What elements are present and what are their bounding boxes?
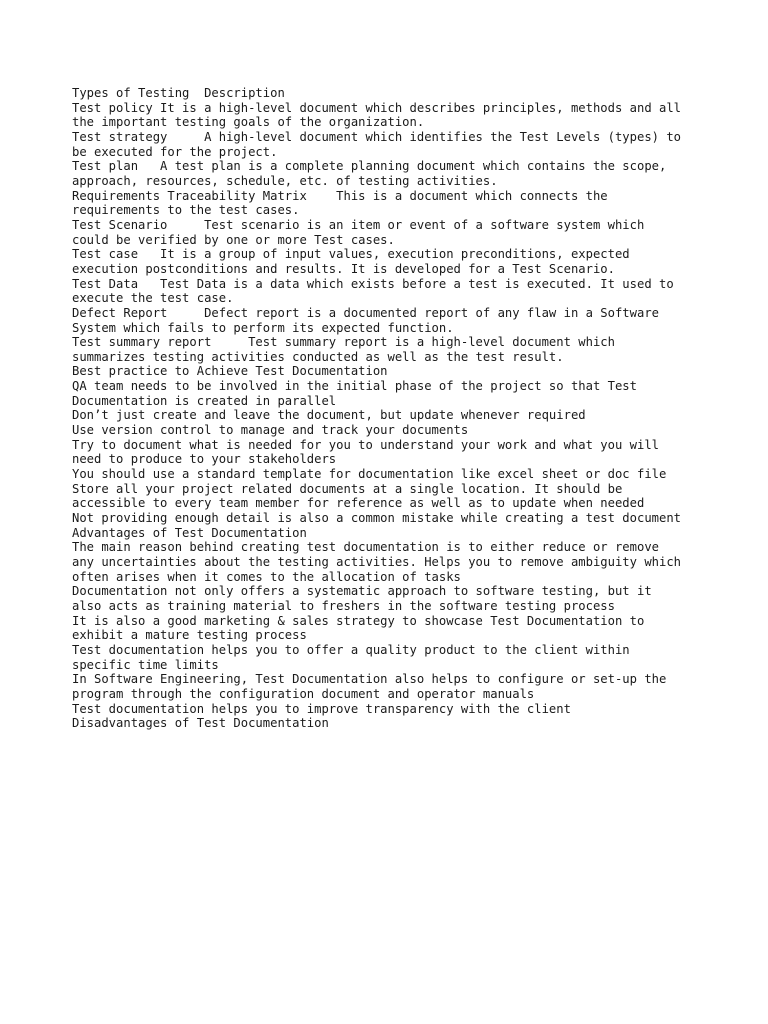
advantages-heading: Advantages of Test Documentation — [72, 525, 307, 540]
test-strategy-line-2: be executed for the project. — [72, 144, 278, 159]
test-policy-line-2: the important testing goals of the organization. — [72, 115, 425, 130]
best-practice-item-line: Store all your project related documents at a single location. It should be — [72, 481, 623, 496]
advantages-item-line: specific time limits — [72, 657, 219, 672]
best-practice-item-line: need to produce to your stakeholders — [72, 452, 337, 467]
rtm-line-1: Requirements Traceability Matrix This is a document which connects the — [72, 188, 608, 203]
test-scenario-line-1: Test Scenario Test scenario is an item or event of a software system which — [72, 217, 645, 232]
advantages-item-line: In Software Engineering, Test Documentation also helps to configure or set-up the — [72, 672, 667, 687]
advantages-item-line: The main reason behind creating test documentation is to either reduce or remove — [72, 540, 659, 555]
best-practice-item-line: Don’t just create and leave the document, but update whenever required — [72, 408, 586, 423]
best-practice-item-line: You should use a standard template for documentation like excel sheet or doc file — [72, 467, 667, 482]
best-practice-item-line: Not providing enough detail is also a common mistake while creating a test document — [72, 511, 682, 526]
test-summary-line-2: summarizes testing activities conducted as well as the test result. — [72, 349, 564, 364]
defect-report-line-1: Defect Report Defect report is a documented report of any flaw in a Software — [72, 305, 659, 320]
best-practice-item-line: Use version control to manage and track your documents — [72, 423, 469, 438]
advantages-item-line: program through the configuration document and operator manuals — [72, 686, 535, 701]
advantages-item-line: It is also a good marketing & sales strategy to showcase Test Documentation to — [72, 613, 645, 628]
best-practice-item-line: Try to document what is needed for you to understand your work and what you will — [72, 437, 659, 452]
test-strategy-line-1: Test strategy A high-level document which identifies the Test Levels (types) to — [72, 129, 682, 144]
test-scenario-line-2: could be verified by one or more Test cases. — [72, 232, 395, 247]
advantages-item-line: exhibit a mature testing process — [72, 628, 307, 643]
defect-report-line-2: System which fails to perform its expected function. — [72, 320, 454, 335]
best-practice-item-line: QA team needs to be involved in the initial phase of the project so that Test — [72, 379, 637, 394]
test-case-line-2: execution postconditions and results. It is developed for a Test Scenario. — [72, 261, 615, 276]
advantages-item-line: Documentation not only offers a systematic approach to software testing, but it — [72, 584, 652, 599]
advantages-item-line: any uncertainties about the testing activities. Helps you to remove ambiguity which — [72, 555, 682, 569]
advantages-item-line: often arises when it comes to the allocation of tasks — [72, 569, 461, 584]
disadvantages-heading: Disadvantages of Test Documentation — [72, 716, 329, 731]
test-data-line-2: execute the test case. — [72, 291, 234, 306]
test-policy-line-1: Test policy It is a high-level document which describes principles, methods and all — [72, 100, 682, 115]
rtm-line-2: requirements to the test cases. — [72, 203, 300, 218]
advantages-item-line: also acts as training material to freshers in the software testing process — [72, 598, 615, 613]
test-summary-line-1: Test summary report Test summary report is a high-level document which — [72, 335, 615, 350]
best-practice-item-line: Documentation is created in parallel — [72, 393, 337, 408]
best-practice-heading: Best practice to Achieve Test Documentation — [72, 364, 388, 379]
test-case-line-1: Test case It is a group of input values, execution preconditions, expected — [72, 247, 630, 262]
document-page — [72, 86, 712, 731]
test-data-line-1: Test Data Test Data is a data which exists before a test is executed. It used to — [72, 276, 674, 291]
test-plan-line-1: Test plan A test plan is a complete planning document which contains the scope, — [72, 159, 667, 174]
best-practice-item-line: accessible to every team member for reference as well as to update when needed — [72, 496, 645, 511]
advantages-item-line: Test documentation helps you to improve transparency with the client — [72, 701, 571, 716]
table-header-line: Types of Testing Description — [72, 86, 285, 100]
advantages-item-line: Test documentation helps you to offer a quality product to the client within — [72, 642, 630, 657]
test-plan-line-2: approach, resources, schedule, etc. of testing activities. — [72, 173, 498, 188]
